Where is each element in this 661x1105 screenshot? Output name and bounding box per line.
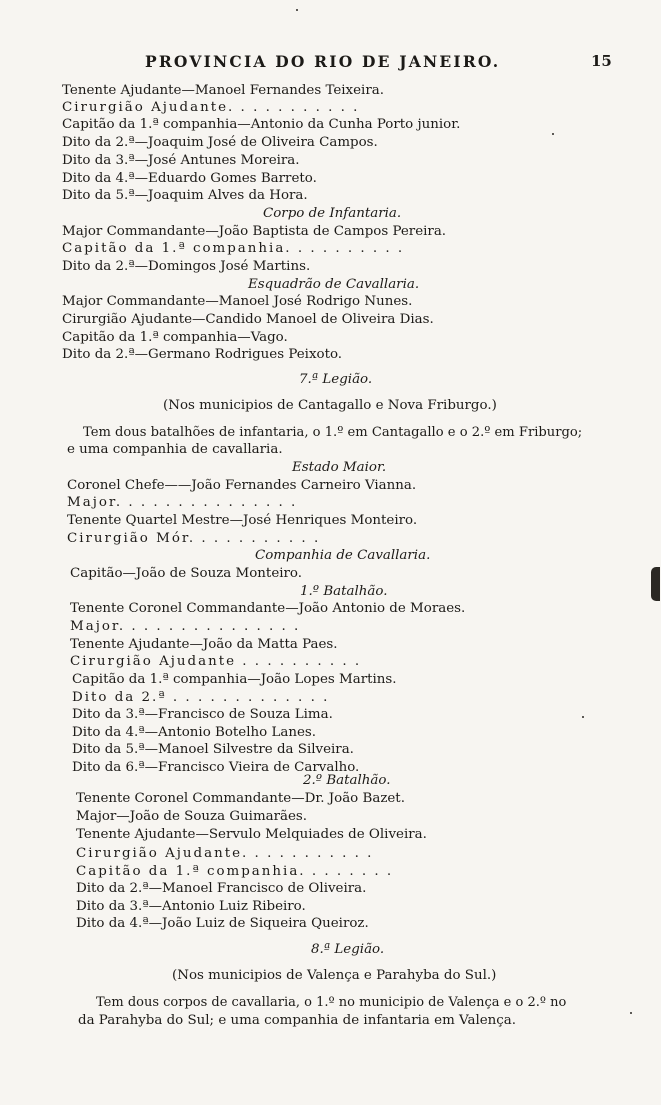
paper-speck <box>552 133 554 135</box>
text-line: Dito da 2.ª—Germano Rodrigues Peixoto. <box>62 347 343 362</box>
text-line: Capitão da 1.ª companhia—Vago. <box>62 330 288 345</box>
text-line: Major Commandante—Manoel José Rodrigo Nunes. <box>62 294 413 309</box>
text-line: Dito da 6.ª—Francisco Vieira de Carvalho. <box>72 760 360 775</box>
text-line: Cirurgião Mór. . . . . . . . . . . <box>67 531 321 546</box>
text-line: Capitão da 1.ª companhia. . . . . . . . <box>76 864 394 879</box>
text-line: Dito da 2.ª . . . . . . . . . . . . . <box>72 690 330 705</box>
section-heading: 2.º Batalhão. <box>303 773 391 788</box>
paper-speck <box>630 1012 632 1014</box>
text-line: Major Commandante—João Baptista de Campos Pereira. <box>62 224 447 239</box>
text-line: Cirurgião Ajudante. . . . . . . . . . . <box>76 846 374 861</box>
text-line: Cirurgião Ajudante. . . . . . . . . . . <box>62 100 360 115</box>
text-line: Dito da 2.ª—Domingos José Martins. <box>62 259 311 274</box>
text-line: (Nos municipios de Valença e Parahyba do Sul.) <box>172 968 497 983</box>
section-heading: Corpo de Infantaria. <box>263 206 402 221</box>
text-line: Capitão da 1.ª companhia—João Lopes Martins. <box>72 672 397 687</box>
text-line: Tenente Quartel Mestre—José Henriques Monteiro. <box>67 513 418 528</box>
page-number: 15 <box>591 52 612 70</box>
section-heading: Companhia de Cavallaria. <box>255 548 431 563</box>
text-line: Tenente Ajudante—Manoel Fernandes Teixeira. <box>62 83 384 98</box>
text-line: Cirurgião Ajudante—Candido Manoel de Oliveira Dias. <box>62 312 434 327</box>
text-line: Dito da 3.ª—José Antunes Moreira. <box>62 153 300 168</box>
text-line: Major—João de Souza Guimarães. <box>76 809 308 824</box>
running-title: PROVINCIA DO RIO DE JANEIRO. <box>145 52 501 71</box>
section-heading: Estado Maior. <box>292 460 387 475</box>
text-line: Major. . . . . . . . . . . . . . . <box>70 619 301 634</box>
legion-heading: 8.ª Legião. <box>311 942 385 957</box>
section-heading: 1.º Batalhão. <box>300 584 388 599</box>
text-line: Cirurgião Ajudante . . . . . . . . . . <box>70 654 362 669</box>
text-line: Dito da 2.ª—Joaquim José de Oliveira Campos. <box>62 135 378 150</box>
paper-speck <box>296 9 298 11</box>
text-line: Capitão da 1.ª companhia. . . . . . . . . . <box>62 241 405 256</box>
text-line: Capitão—João de Souza Monteiro. <box>70 566 303 581</box>
text-line: Dito da 4.ª—João Luiz de Siqueira Queiroz. <box>76 916 369 931</box>
text-line: Dito da 4.ª—Antonio Botelho Lanes. <box>72 725 317 740</box>
text-line: Dito da 5.ª—Manoel Silvestre da Silveira. <box>72 742 354 757</box>
page-header <box>0 52 661 74</box>
section-heading: Esquadrão de Cavallaria. <box>248 277 420 292</box>
text-line: da Parahyba do Sul; e uma companhia de infantaria em Valença. <box>78 1013 517 1028</box>
text-line: Dito da 5.ª—Joaquim Alves da Hora. <box>62 188 308 203</box>
text-line: e uma companhia de cavallaria. <box>67 442 283 457</box>
text-line: Tem dous corpos de cavallaria, o 1.º no municipio de Valença e o 2.º no <box>96 995 567 1010</box>
text-line: Dito da 3.ª—Antonio Luiz Ribeiro. <box>76 899 306 914</box>
text-line: Tenente Ajudante—Servulo Melquiades de Oliveira. <box>76 827 427 842</box>
text-line: (Nos municipios de Cantagallo e Nova Friburgo.) <box>163 398 497 413</box>
text-line: Dito da 4.ª—Eduardo Gomes Barreto. <box>62 171 317 186</box>
text-line: Major. . . . . . . . . . . . . . . <box>67 495 298 510</box>
text-line: Capitão da 1.ª companhia—Antonio da Cunha Porto junior. <box>62 117 461 132</box>
text-line: Dito da 2.ª—Manoel Francisco de Oliveira. <box>76 881 367 896</box>
text-line: Coronel Chefe——João Fernandes Carneiro Vianna. <box>67 478 417 493</box>
legion-heading: 7.ª Legião. <box>299 372 373 387</box>
text-line: Tem dous batalhões de infantaria, o 1.º em Cantagallo e o 2.º em Friburgo; <box>83 425 583 440</box>
text-line: Tenente Ajudante—João da Matta Paes. <box>70 637 338 652</box>
text-line: Tenente Coronel Commandante—Dr. João Bazet. <box>76 791 405 806</box>
text-line: Dito da 3.ª—Francisco de Souza Lima. <box>72 707 333 722</box>
binding-mark <box>651 567 660 601</box>
text-line: Tenente Coronel Commandante—João Antonio de Moraes. <box>70 601 466 616</box>
paper-speck <box>582 716 584 718</box>
